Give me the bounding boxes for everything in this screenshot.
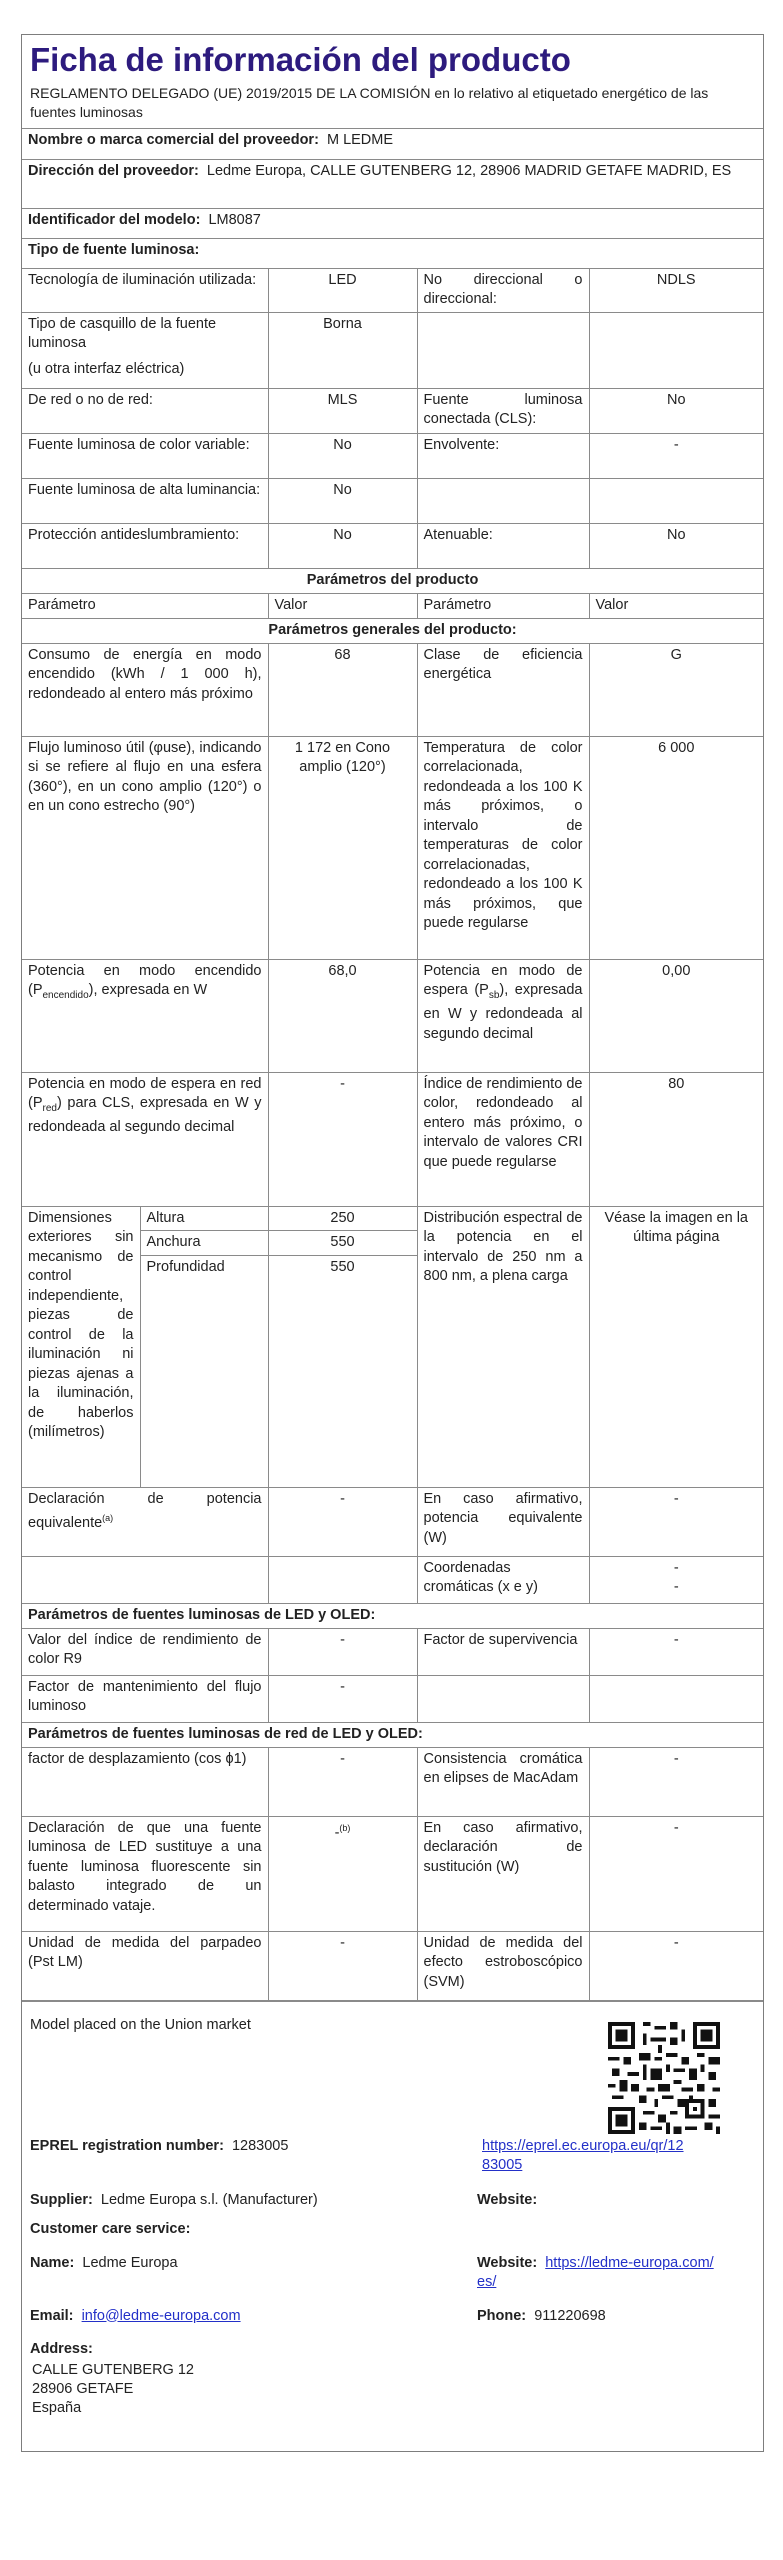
model-id-row: Identificador del modelo: LM8087 bbox=[22, 208, 763, 238]
page-title: Ficha de información del producto bbox=[30, 41, 571, 78]
standby-power-value: 0,00 bbox=[589, 959, 763, 1072]
survival-factor-value: - bbox=[589, 1628, 763, 1675]
stroboscopic-label: Unidad de medida del efecto estroboscópico (SVM) bbox=[417, 1931, 589, 2000]
envelope-value: - bbox=[589, 433, 763, 478]
light-source-type-heading: Tipo de fuente luminosa: bbox=[22, 238, 763, 268]
displacement-factor-value: - bbox=[268, 1747, 417, 1816]
cls-label: Fuente luminosa conectada (CLS): bbox=[417, 388, 589, 433]
dimensions-table bbox=[22, 1207, 268, 1487]
led-parameters-heading: Parámetros de fuentes luminosas de LED y OLED: bbox=[22, 1603, 763, 1628]
tech-label: Tecnología de iluminación utilizada: bbox=[22, 268, 268, 312]
anti-glare-value: No bbox=[268, 523, 417, 568]
cri-label: Índice de rendimiento de color, redondeado al entero más próximo, o intervalo de valores CRI que puede regularse bbox=[417, 1072, 589, 1206]
replacement-yes-value: - bbox=[589, 1816, 763, 1931]
high-luminance-value: No bbox=[268, 478, 417, 523]
energy-consumption-label: Consumo de energía en modo encendido (kWh / 1 000 h), redondeado al entero más próximo bbox=[22, 643, 268, 736]
phone-row: Phone: 911220698 bbox=[477, 2307, 606, 2324]
r9-label: Valor del índice de rendimiento de color R9 bbox=[22, 1628, 268, 1675]
energy-consumption-value: 68 bbox=[268, 643, 417, 736]
anti-glare-label: Protección antideslumbramiento: bbox=[22, 523, 268, 568]
dim-height-value: 250 bbox=[269, 1207, 417, 1231]
dim-depth-label: Profundidad bbox=[140, 1255, 268, 1279]
displacement-factor-label: factor de desplazamiento (cos ϕ1) bbox=[22, 1747, 268, 1816]
tech-value: LED bbox=[268, 268, 417, 312]
luminous-flux-label: Flujo luminoso útil (φuse), indicando si se refiere al flujo en una esfera (360°), en un cono amplio (120°) o en un cono estrecho (90°) bbox=[22, 736, 268, 959]
mains-label: De red o no de red: bbox=[22, 388, 268, 433]
address-lines: CALLE GUTENBERG 12 28906 GETAFE España bbox=[32, 2361, 194, 2416]
email-link[interactable]: info@ledme-europa.com bbox=[81, 2307, 241, 2324]
col-value-2: Valor bbox=[589, 593, 763, 618]
product-information-sheet bbox=[21, 34, 764, 2452]
dimensions-cell bbox=[22, 1206, 268, 1487]
care-website-row: Website: https://ledme-europa.com/ es/ bbox=[477, 2254, 714, 2290]
equivalent-power-label: Declaración de potencia equivalente$^{(a)}$ bbox=[22, 1487, 268, 1556]
replacement-claim-label: Declaración de que una fuente luminosa de LED sustituye a una fuente luminosa fluorescente sin balasto integrado de un determinado vataje. bbox=[22, 1816, 268, 1931]
care-website-link[interactable]: https://ledme-europa.com/ bbox=[545, 2254, 714, 2271]
dimmable-value: No bbox=[589, 523, 763, 568]
stroboscopic-value: - bbox=[589, 1931, 763, 2000]
supplier-address-row: Dirección del proveedor: Ledme Europa, CALLE GUTENBERG 12, 28906 MADRID GETAFE MADRID, ES bbox=[22, 159, 763, 208]
flicker-label: Unidad de medida del parpadeo (Pst LM) bbox=[22, 1931, 268, 2000]
replacement-claim-value: -$^{(b)}$ bbox=[268, 1816, 417, 1931]
cap-value: Borna bbox=[268, 312, 417, 388]
equivalent-power-yes-value: - bbox=[589, 1487, 763, 1556]
dim-width-label: Anchura bbox=[140, 1231, 268, 1256]
r9-value: - bbox=[268, 1628, 417, 1675]
lumen-maintenance-label: Factor de mantenimiento del flujo luminoso bbox=[22, 1675, 268, 1722]
customer-care-heading: Customer care service: bbox=[30, 2220, 191, 2237]
equivalent-power-value: - bbox=[268, 1487, 417, 1556]
dim-height-label: Altura bbox=[140, 1207, 268, 1231]
supplier-name-row: Nombre o marca comercial del proveedor: M LEDME bbox=[22, 129, 763, 159]
dim-width-value: 550 bbox=[269, 1231, 417, 1256]
chromaticity-label: Coordenadas cromáticas (x e y) bbox=[417, 1556, 589, 1603]
chromaticity-value: - - bbox=[589, 1556, 763, 1603]
envelope-label: Envolvente: bbox=[417, 433, 589, 478]
equivalent-power-yes-label: En caso afirmativo, potencia equivalente (W) bbox=[417, 1487, 589, 1556]
address-heading: Address: bbox=[30, 2340, 93, 2357]
luminous-flux-value: 1 172 en Cono amplio (120°) bbox=[268, 736, 417, 959]
product-parameters-heading: Parámetros del producto bbox=[22, 568, 763, 593]
cri-value: 80 bbox=[589, 1072, 763, 1206]
col-parameter-1: Parámetro bbox=[22, 593, 268, 618]
qr-code-icon[interactable] bbox=[608, 2022, 720, 2134]
network-standby-label: Potencia en modo de espera en red $(P_{red})$ para CLS, expresada en W y redondeada al segundo decimal bbox=[22, 1072, 268, 1206]
lumen-maintenance-value: - bbox=[268, 1675, 417, 1722]
standby-power-label: Potencia en modo de espera $(P_{sb})$, expresada en W y redondeada al segundo decimal bbox=[417, 959, 589, 1072]
high-luminance-label: Fuente luminosa de alta luminancia: bbox=[22, 478, 268, 523]
flicker-value: - bbox=[268, 1931, 417, 2000]
general-parameters-heading: Parámetros generales del producto: bbox=[22, 618, 763, 643]
macadam-label: Consistencia cromática en elipses de MacAdam bbox=[417, 1747, 589, 1816]
on-mode-power-label: Potencia en modo encendido $(P_{encendido})$, expresada en W bbox=[22, 959, 268, 1072]
led-mains-parameters-heading: Parámetros de fuentes luminosas de red de LED y OLED: bbox=[22, 1722, 763, 1747]
efficiency-class-value: G bbox=[589, 643, 763, 736]
macadam-value: - bbox=[589, 1747, 763, 1816]
care-name-row: Name: Ledme Europa bbox=[30, 2254, 178, 2271]
cap-label: Tipo de casquillo de la fuente luminosa (u otra interfaz eléctrica) bbox=[22, 312, 268, 388]
cct-value: 6 000 bbox=[589, 736, 763, 959]
dimensions-values-cell bbox=[268, 1206, 417, 1487]
color-variable-value: No bbox=[268, 433, 417, 478]
eprel-link[interactable]: https://eprel.ec.europa.eu/qr/12 83005 bbox=[482, 2137, 684, 2173]
replacement-yes-label: En caso afirmativo, declaración de sustitución (W) bbox=[417, 1816, 589, 1931]
color-variable-label: Fuente luminosa de color variable: bbox=[22, 433, 268, 478]
directional-value: NDLS bbox=[589, 268, 763, 312]
dimensions-label: Dimensiones exteriores sin mecanismo de control independiente, piezas de control de la iluminación ni piezas ajenas a la iluminación, de haberlos (milímetros) bbox=[22, 1207, 140, 1487]
eprel-number-row: EPREL registration number: 1283005 bbox=[30, 2137, 289, 2154]
dimmable-label: Atenuable: bbox=[417, 523, 589, 568]
supplier-row: Supplier: Ledme Europa s.l. (Manufacturer) bbox=[30, 2191, 318, 2208]
efficiency-class-label: Clase de eficiencia energética bbox=[417, 643, 589, 736]
spectral-distribution-label: Distribución espectral de la potencia en el intervalo de 250 nm a 800 nm, a plena carga bbox=[417, 1206, 589, 1487]
market-text: Model placed on the Union market bbox=[30, 2016, 251, 2033]
email-row: Email: info@ledme-europa.com bbox=[30, 2307, 241, 2324]
care-website-link-2[interactable]: es/ bbox=[477, 2273, 497, 2290]
survival-factor-label: Factor de supervivencia bbox=[417, 1628, 589, 1675]
spectral-distribution-value: Véase la imagen en la última página bbox=[589, 1206, 763, 1487]
regulation-text: REGLAMENTO DELEGADO (UE) 2019/2015 DE LA COMISIÓN en lo relativo al etiquetado energético de las fuentes luminosas bbox=[22, 80, 763, 129]
cls-value: No bbox=[589, 388, 763, 433]
directional-label: No direccional o direccional: bbox=[417, 268, 589, 312]
product-table bbox=[22, 129, 763, 2001]
website-label: Website: bbox=[477, 2191, 538, 2208]
eprel-footer bbox=[22, 2001, 763, 2451]
dim-depth-value: 550 bbox=[330, 1258, 355, 1275]
on-mode-power-value: 68,0 bbox=[268, 959, 417, 1072]
network-standby-value: - bbox=[268, 1072, 417, 1206]
col-value-1: Valor bbox=[268, 593, 417, 618]
mains-value: MLS bbox=[268, 388, 417, 433]
dimensions-values bbox=[269, 1207, 417, 1280]
col-parameter-2: Parámetro bbox=[417, 593, 589, 618]
cct-label: Temperatura de color correlacionada, redondeada a los 100 K más próximos, o intervalo de temperaturas de color correlacionadas, redondeado a los 100 K más próximos, que puede regularse bbox=[417, 736, 589, 959]
